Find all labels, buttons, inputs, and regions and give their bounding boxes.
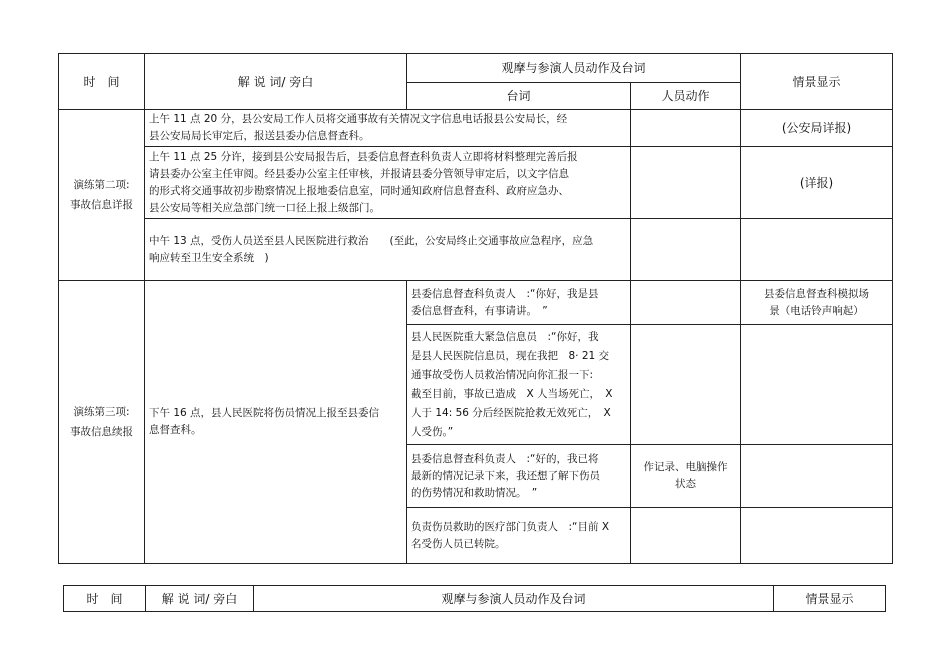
stage3-line-1: 县委信息督查科负责人 :“你好，我是县 委信息督查科，有事请讲。 ”: [407, 281, 631, 325]
drill-script-table: [58, 53, 893, 564]
header-time: 时 间: [59, 54, 145, 110]
stage3-action-2: [631, 325, 741, 445]
stage2-row-2: [59, 147, 893, 219]
header-lines: 台词: [407, 83, 631, 110]
header2-scene: 情景显示: [774, 586, 886, 612]
stage3-action-1: [631, 281, 741, 325]
stage3-scene-3: [741, 445, 893, 508]
stage3-action-3: 作记录、电脑操作 状态: [631, 445, 741, 508]
stage3-narration: 下午 16 点，县人民医院将伤员情况上报至县委信 息督查科。: [145, 281, 407, 564]
stage3-line-4: 负责伤员救助的医疗部门负责人 :“目前 X 名受伤人员已转院。: [407, 508, 631, 564]
header2-narration: 解 说 词/ 旁白: [146, 586, 254, 612]
stage2-row-3: [59, 219, 893, 281]
header2-actions: 观摩与参演人员动作及台词: [254, 586, 774, 612]
stage3-scene-1: 县委信息督查科模拟场 景（电话铃声响起）: [741, 281, 893, 325]
header2-time: 时 间: [64, 586, 146, 612]
stage2-action-1: [631, 110, 741, 147]
stage3-line-2: 县人民医院重大紧急信息员 :“你好，我 是县人民医院信息员，现在我把 8· 21 交 通事故受伤人员救治情况向你汇报一下: 截至目前，事故已造成 X 人当场死亡， X 人于 14: 56 分后经医院抢救无效死亡， X 人受伤。”: [407, 325, 631, 445]
stage3-line-3: 县委信息督查科负责人 :“好的，我已将 最新的情况记录下来，我还想了解下伤员 的伤势情况和救助情况。 ”: [407, 445, 631, 508]
stage3-scene-4: [741, 508, 893, 564]
header-actions: 观摩与参演人员动作及台词: [407, 54, 741, 83]
stage2-scene-2: (详报): [741, 147, 893, 219]
stage3-action-4: [631, 508, 741, 564]
stage3-scene-2: [741, 325, 893, 445]
stage2-scene-1: (公安局详报): [741, 110, 893, 147]
stage3-row-1: [59, 281, 893, 325]
next-page-header-table: [63, 585, 886, 612]
stage2-narration-2: 上午 11 点 25 分许，接到县公安局报告后，县委信息督查科负责人立即将材料整理完善后报 请县委办公室主任审阅。经县委办公室主任审核，并报请县委分管领导审定后，以文字信息 的形式将交通事故初步勘察情况上报地委信息室，同时通知政府信息督查科、政府应急办、 县公安局等相关应急部门统一口径上报上级部门。: [145, 147, 631, 219]
header-scene: 情景显示: [741, 54, 893, 110]
stage3-label: 演练第三项: 事故信息续报: [59, 281, 145, 564]
stage2-row-1: [59, 110, 893, 147]
stage2-scene-3: [741, 219, 893, 281]
header-staff-actions: 人员动作: [631, 83, 741, 110]
stage2-action-3: [631, 219, 741, 281]
stage2-action-2: [631, 147, 741, 219]
stage2-narration-1: 上午 11 点 20 分，县公安局工作人员将交通事故有关情况文字信息电话报县公安局长，经 县公安局局长审定后，报送县委办信息督查科。: [145, 110, 631, 147]
stage2-narration-3: 中午 13 点，受伤人员送至县人民医院进行救治 (至此，公安局终止交通事故应急程序，应急 响应转至卫生安全系统 ): [145, 219, 631, 281]
stage2-label: 演练第二项: 事故信息详报: [59, 110, 145, 281]
header-narration: 解 说 词/ 旁白: [145, 54, 407, 110]
